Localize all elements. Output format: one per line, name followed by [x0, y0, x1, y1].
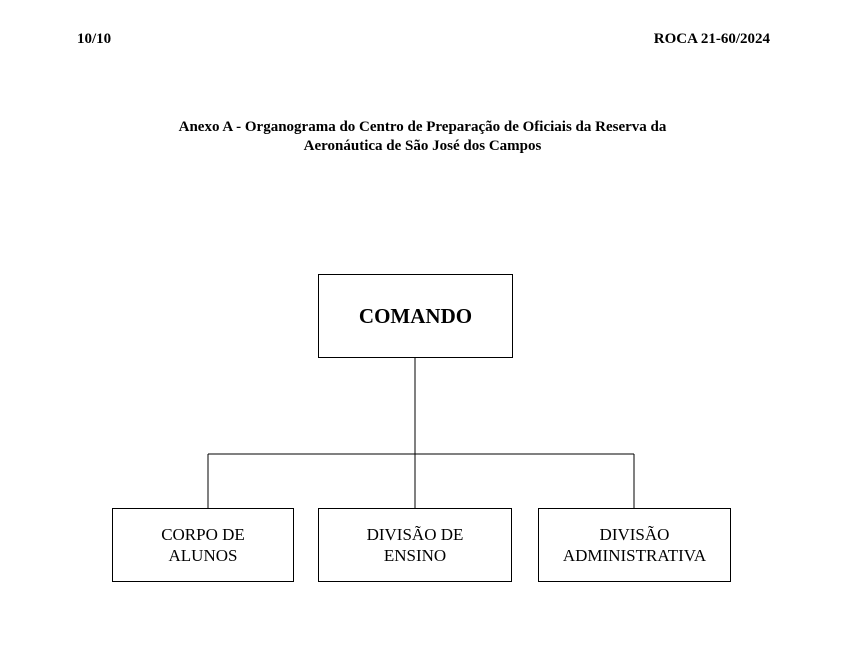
org-node-label-line-2: ALUNOS — [168, 546, 238, 565]
org-node-divisao-administrativa — [538, 508, 731, 582]
org-node-corpo-de-alunos — [112, 508, 294, 582]
org-node-label-line-1: DIVISÃO — [599, 525, 670, 544]
org-node-comando — [318, 274, 513, 358]
org-node-comando-label: COMANDO — [358, 303, 473, 328]
document-code: ROCA 21-60/2024 — [653, 31, 770, 47]
chart-title-line-1: Anexo A - Organograma do Centro de Preparação de Oficiais da Reserva da — [178, 119, 667, 135]
chart-title-line-2: Aeronáutica de São José dos Campos — [303, 138, 542, 154]
org-node-label-line-2: ADMINISTRATIVA — [562, 546, 707, 565]
org-node-label-line-1: DIVISÃO DE — [366, 525, 464, 544]
org-node-divisao-de-ensino — [318, 508, 512, 582]
page-number: 10/10 — [77, 31, 112, 47]
org-node-label-line-1: CORPO DE — [161, 525, 245, 544]
org-node-label-line-2: ENSINO — [383, 546, 447, 565]
